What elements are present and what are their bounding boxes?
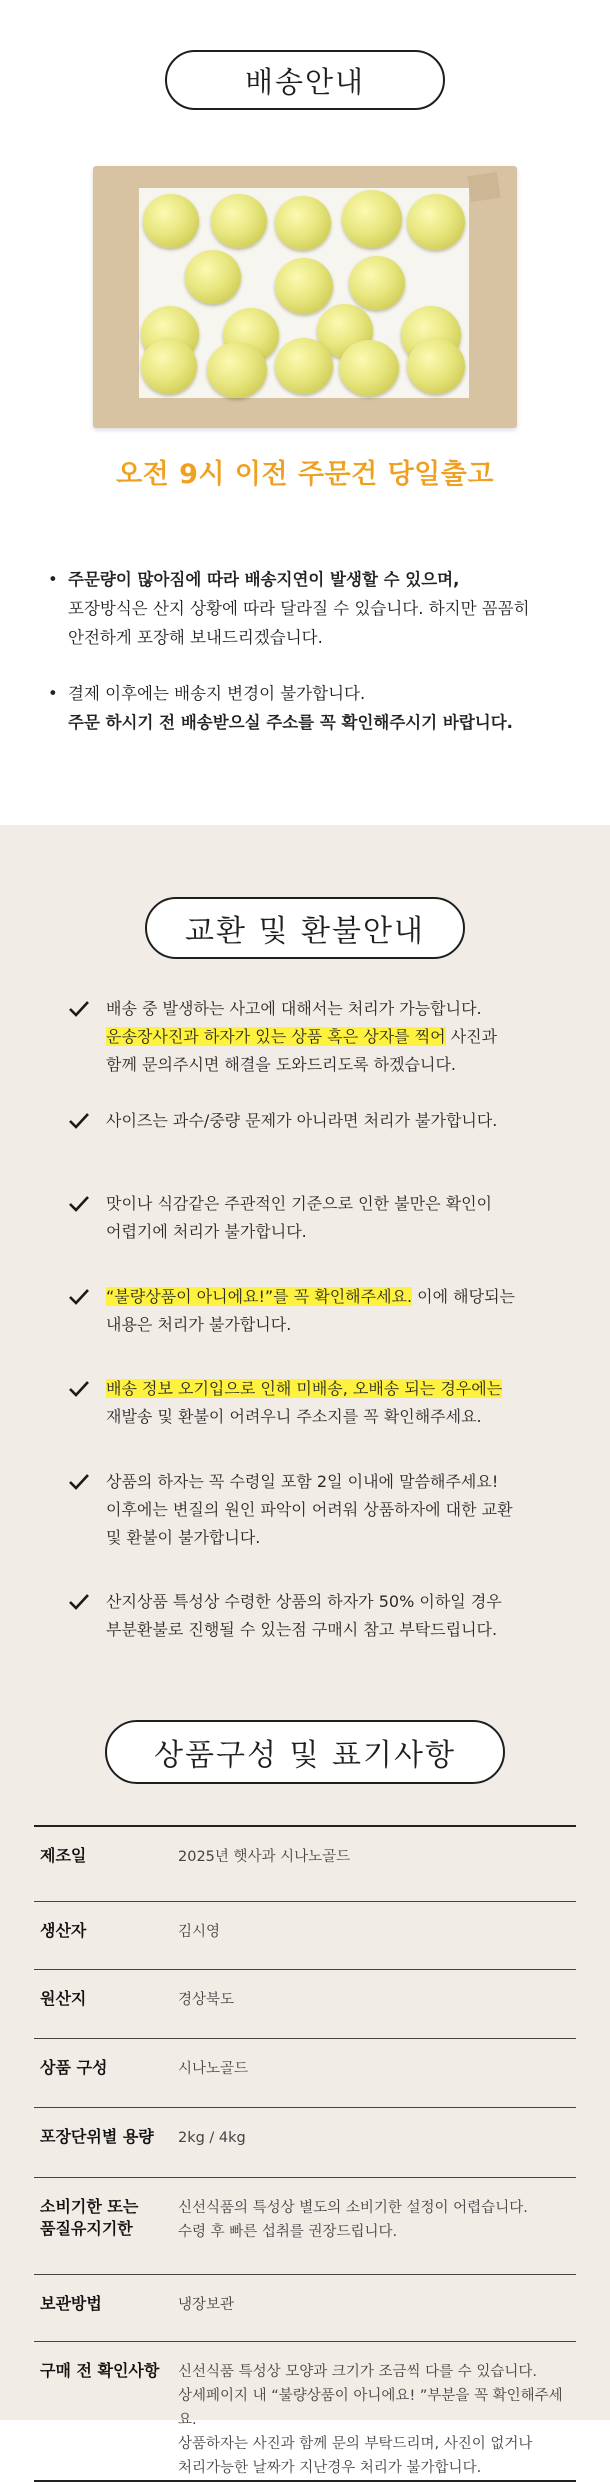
shipping-note-2 — [48, 679, 568, 737]
spec-key: 원산지 — [40, 1989, 87, 2008]
spec-key: 보관방법 — [40, 2294, 102, 2313]
checkmark-icon — [68, 1111, 90, 1131]
item-text: 사이즈는 과수/중량 문제가 아니라면 처리가 불가합니다. — [106, 1111, 498, 1130]
item-text: 상품의 하자는 꼭 수령일 포함 2일 이내에 말씀해주세요! — [106, 1472, 499, 1491]
spec-value-text: 김시영 — [178, 1924, 221, 1940]
box-flap — [467, 172, 500, 202]
apple — [185, 250, 241, 304]
spec-key: 포장단위별 용량 — [40, 2127, 154, 2146]
apple — [275, 338, 333, 394]
apple — [207, 342, 267, 398]
highlight-text: 배송 정보 오기입으로 인해 미배송, 오배송 되는 경우에는 — [106, 1379, 503, 1398]
spec-value-text: 시나노골드 — [178, 2061, 249, 2077]
apple — [141, 338, 197, 394]
checklist-item — [68, 1107, 610, 1135]
checkmark-icon — [68, 1379, 90, 1399]
apple — [211, 194, 267, 248]
item-text: 이후에는 변질의 원인 파악이 어려워 상품하자에 대한 교환 — [106, 1500, 513, 1519]
shipping-notes — [48, 565, 568, 764]
spec-value-text: 냉장보관 — [178, 2297, 235, 2313]
spec-key: 상품 구성 — [40, 2058, 108, 2077]
checkmark-icon — [68, 1472, 90, 1492]
spec-title: 상품구성 및 표기사항 — [105, 1720, 505, 1784]
spec-key — [34, 2178, 178, 2275]
item-text: 내용은 처리가 불가합니다. — [106, 1315, 292, 1334]
highlight-text: “불량상품이 아니에요!”를 꼭 확인해주세요. — [106, 1287, 413, 1306]
shipping-section — [0, 0, 610, 825]
spec-value — [178, 2178, 576, 2275]
checklist-item — [68, 1375, 610, 1431]
item-text: 어렵기에 처리가 불가합니다. — [106, 1222, 307, 1241]
spec-value-text: 신선식품 특성상 모양과 크기가 조금씩 다를 수 있습니다. — [178, 2364, 538, 2380]
checklist-item — [68, 1190, 610, 1246]
table-row — [34, 2178, 576, 2275]
item-text: 이에 해당되는 — [412, 1287, 516, 1306]
spec-value — [178, 1902, 576, 1970]
box-interior — [139, 188, 469, 398]
spec-value-text: 상세페이지 내 “불량상품이 아니에요! ”부분을 꼭 확인해주세요. — [178, 2388, 563, 2428]
spec-key-line: 소비기한 또는 — [40, 2197, 139, 2216]
spec-value-text: 수령 후 빠른 섭취를 권장드립니다. — [178, 2224, 398, 2240]
exchange-section — [0, 825, 610, 2476]
item-text-line — [106, 1375, 610, 1403]
table-row — [34, 2275, 576, 2342]
shipping-note-1 — [48, 565, 568, 652]
apple — [342, 190, 402, 248]
apple — [275, 258, 333, 314]
spec-key: 제조일 — [40, 1846, 87, 1865]
shipping-title: 배송안내 — [165, 50, 445, 110]
item-text-line — [106, 1023, 610, 1051]
apple — [349, 256, 405, 310]
item-text: 맛이나 식감같은 주관적인 기준으로 인한 불만은 확인이 — [106, 1194, 493, 1213]
item-text: 배송 중 발생하는 사고에 대해서는 처리가 가능합니다. — [106, 999, 482, 1018]
spec-value-text: 경상북도 — [178, 1992, 235, 2008]
table-row — [34, 2342, 576, 2482]
table-row — [34, 1826, 576, 1902]
spec-value — [178, 2108, 576, 2178]
highlight-text: 운송장사진과 하자가 있는 상품 혹은 상자를 찍어 — [106, 1027, 446, 1046]
apple — [275, 196, 331, 250]
note-text: 안전하게 포장해 보내드리겠습니다. — [68, 628, 323, 647]
checklist-item — [68, 1283, 610, 1339]
spec-key-line: 품질유지기한 — [40, 2219, 133, 2238]
apple — [339, 340, 399, 396]
checklist-item — [68, 1468, 610, 1552]
item-text: 산지상품 특성상 수령한 상품의 하자가 50% 이하일 경우 — [106, 1592, 502, 1611]
bullet: • — [48, 570, 58, 589]
spec-value — [178, 2342, 576, 2482]
checkmark-icon — [68, 1287, 90, 1307]
note-bold-text: 주문 하시기 전 배송받으실 주소를 꼭 확인해주시기 바랍니다. — [68, 713, 513, 732]
spec-key: 구매 전 확인사항 — [40, 2361, 160, 2380]
spec-value — [178, 1970, 576, 2039]
apple — [407, 338, 465, 394]
spec-value-text: 상품하자는 사진과 함께 문의 부탁드리며, 사진이 없거나 — [178, 2436, 533, 2452]
item-text-line — [106, 1283, 610, 1311]
bullet: • — [48, 684, 58, 703]
item-text: 재발송 및 환불이 어려우니 주소지를 꼭 확인해주세요. — [106, 1407, 482, 1426]
spec-value-text: 신선식품의 특성상 별도의 소비기한 설정이 어렵습니다. — [178, 2200, 528, 2216]
apple — [143, 194, 199, 248]
spec-value — [178, 2039, 576, 2108]
checklist-item — [68, 995, 610, 1079]
spec-value-text: 2kg / 4kg — [178, 2130, 246, 2146]
checkmark-icon — [68, 1592, 90, 1612]
item-text: 및 환불이 불가합니다. — [106, 1528, 261, 1547]
spec-value-text: 2025년 햇사과 시나노골드 — [178, 1849, 351, 1865]
checkmark-icon — [68, 999, 90, 1019]
table-row — [34, 2108, 576, 2178]
product-spec-table — [34, 1825, 576, 2482]
table-row — [34, 1902, 576, 1970]
spec-key: 생산자 — [40, 1921, 87, 1940]
spec-value — [178, 2275, 576, 2342]
checklist-item — [68, 1588, 610, 1644]
item-text: 부분환불로 진행될 수 있는점 구매시 참고 부탁드립니다. — [106, 1620, 498, 1639]
apple — [407, 194, 465, 250]
note-bold-text: 주문량이 많아짐에 따라 배송지연이 발생할 수 있으며, — [68, 570, 460, 589]
item-text: 사진과 — [445, 1027, 498, 1046]
exchange-title: 교환 및 환불안내 — [145, 897, 465, 959]
note-text: 결제 이후에는 배송지 변경이 불가합니다. — [68, 684, 366, 703]
item-text: 함께 문의주시면 해결을 도와드리도록 하겠습니다. — [106, 1055, 457, 1074]
spec-value-text: 처리가능한 날짜가 지난경우 처리가 불가합니다. — [178, 2460, 482, 2476]
apple-box-image — [93, 166, 517, 428]
note-text: 포장방식은 산지 상황에 따라 달라질 수 있습니다. 하지만 꼼꼼히 — [68, 599, 530, 618]
same-day-shipping-headline: 오전 9시 이전 주문건 당일출고 — [116, 459, 494, 490]
table-row — [34, 2039, 576, 2108]
checkmark-icon — [68, 1194, 90, 1214]
spec-value — [178, 1826, 576, 1902]
table-row — [34, 1970, 576, 2039]
